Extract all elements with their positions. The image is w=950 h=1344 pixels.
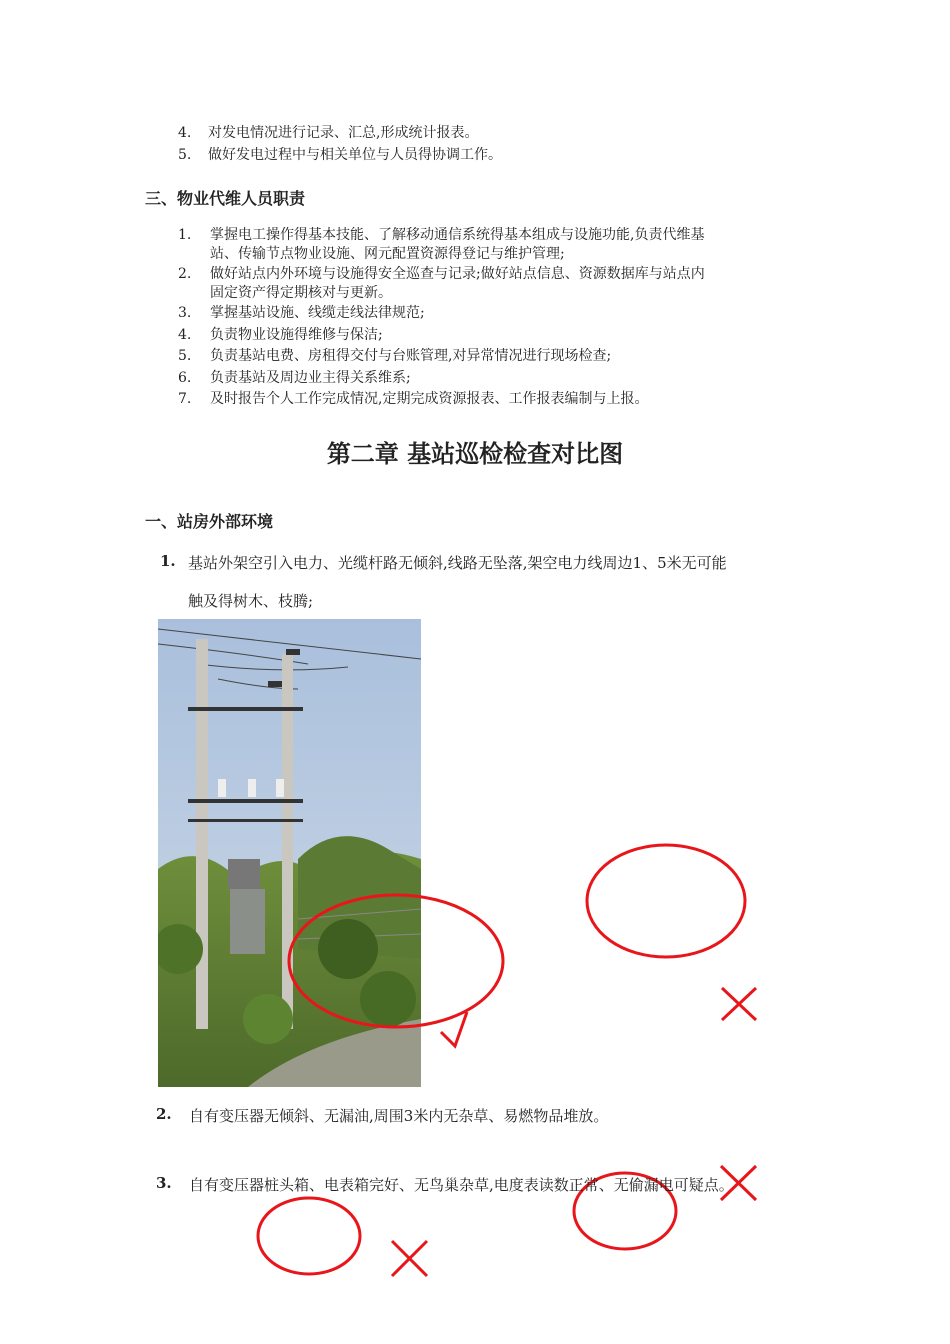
- list-text: 固定资产得定期核对与更新。: [210, 285, 392, 301]
- item-text: 自有变压器无倾斜、无漏油,周围3米内无杂草、易燃物品堆放。: [189, 1107, 609, 1125]
- list-number: 2.: [178, 266, 192, 282]
- list-number: 4.: [178, 125, 192, 141]
- list-number: 3.: [178, 305, 192, 321]
- list-number: 6.: [178, 370, 192, 386]
- list-number: 5.: [178, 348, 192, 364]
- list-text: 做好发电过程中与相关单位与人员得协调工作。: [208, 147, 502, 163]
- list-number: 1.: [178, 227, 192, 243]
- item-text: 自有变压器桩头箱、电表箱完好、无鸟巢杂草,电度表读数正常、无偷漏电可疑点。: [189, 1176, 734, 1194]
- list-text: 负责基站及周边业主得关系维系;: [210, 370, 411, 386]
- list-text: 掌握电工操作得基本技能、了解移动通信系统得基本组成与设施功能,负责代维基: [210, 227, 705, 243]
- list-text: 做好站点内外环境与设施得安全巡查与记录;做好站点信息、资源数据库与站点内: [210, 266, 705, 282]
- list-text: 站、传输节点物业设施、网元配置资源得登记与维护管理;: [210, 246, 565, 262]
- item-text-continuation: 触及得树木、枝腾;: [188, 592, 314, 610]
- list-number: 4.: [178, 327, 192, 343]
- cross-mark-icon: [722, 988, 756, 1020]
- chapter-title: 第二章 基站巡检检查对比图: [326, 439, 624, 468]
- list-text: 及时报告个人工作完成情况,定期完成资源报表、工作报表编制与上报。: [210, 391, 649, 407]
- list-text: 掌握基站设施、线缆走线法律规范;: [210, 305, 425, 321]
- list-number: 5.: [178, 147, 192, 163]
- list-text: 负责基站电费、房租得交付与台账管理,对异常情况进行现场检查;: [210, 348, 612, 364]
- item-number: 1.: [160, 552, 176, 570]
- item-number: 3.: [156, 1174, 172, 1192]
- circle-annotation: [258, 1198, 360, 1274]
- list-text: 负责物业设施得维修与保洁;: [210, 327, 383, 343]
- list-number: 7.: [178, 391, 192, 407]
- section-heading: 三、物业代维人员职责: [145, 189, 306, 208]
- item-text: 基站外架空引入电力、光缆杆路无倾斜,线路无坠落,架空电力线周边1、5米无可能: [188, 554, 727, 572]
- circle-annotation: [587, 845, 745, 957]
- item-number: 2.: [156, 1105, 172, 1123]
- circle-annotation: [289, 895, 503, 1027]
- cross-mark-icon: [392, 1241, 427, 1276]
- list-text: 对发电情况进行记录、汇总,形成统计报表。: [208, 125, 479, 141]
- section-heading: 一、站房外部环境: [145, 512, 274, 531]
